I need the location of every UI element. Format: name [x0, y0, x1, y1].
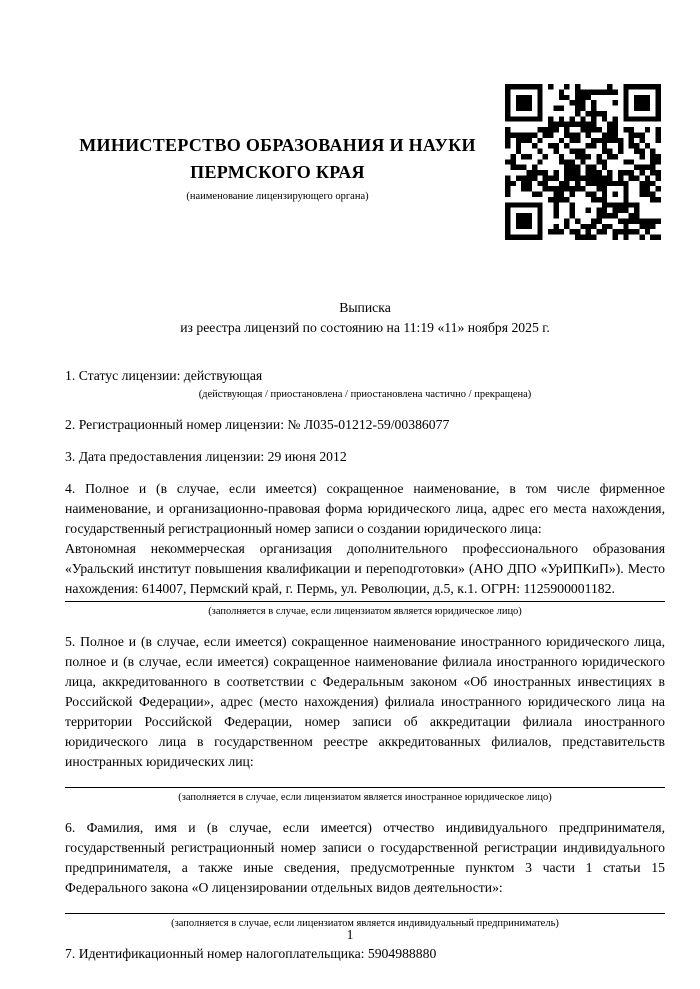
section-4-legal-entity: [65, 479, 665, 620]
page-number: 1: [346, 927, 354, 942]
entrepreneur-caption: (заполняется в случае, если лицензиатом является индивидуальный предприниматель): [171, 918, 559, 929]
qr-code-image: [505, 84, 661, 240]
document-title-block: [65, 298, 665, 338]
ministry-name-line1: МИНИСТЕРСТВО ОБРАЗОВАНИЯ И НАУКИ: [79, 135, 476, 155]
foreign-entity-caption: (заполняется в случае, если лицензиатом является иностранное юридическое лицо): [178, 792, 552, 803]
section-3-license-date: [65, 447, 665, 467]
ministry-name-line2: ПЕРМСКОГО КРАЯ: [190, 162, 365, 182]
section-6-individual-entrepreneur: [65, 818, 665, 932]
section-2-registration-number: [65, 415, 665, 435]
foreign-entity-intro: 5. Полное и (в случае, если имеется) сокращенное наименование иностранного юридического лица, полное и (в случае, если имеется) сокращенное наименование филиала иностранного юридического лица, аккредитованного в соответствии с Федеральным законом «Об иностранных инвестициях в Российской Федерации», адрес (место нахождения) филиала иностранного юридического лица на территории Российской Федерации, номер записи об аккредитации филиала иностранного юридического лица в государственном реестре аккредитованных филиалов, представительств иностранных юридических лиц:: [65, 634, 665, 769]
foreign-entity-underline-rule: [65, 787, 665, 788]
ministry-caption: (наименование лицензирующего органа): [186, 191, 369, 202]
legal-entity-value: Автономная некоммерческая организация дополнительного профессионального образования «Уральский институт повышения квалификации и переподготовки» (АНО ДПО «УрИПКиП»). Место нахождения: 614007, Пермский край, г. Пермь, ул. Революции, д.5, к.1. ОГРН: 1125900001182.: [65, 541, 665, 596]
foreign-entity-empty-value: [65, 772, 665, 785]
registration-number-text: 2. Регистрационный номер лицензии: № Л035-01212-59/00386077: [65, 417, 450, 432]
legal-entity-underline-rule: [65, 601, 665, 602]
license-date-text: 3. Дата предоставления лицензии: 29 июня 2012: [65, 449, 347, 464]
document-title: Выписка: [339, 300, 391, 315]
section-5-foreign-entity: [65, 632, 665, 806]
entrepreneur-intro: 6. Фамилия, имя и (в случае, если имеется) отчество индивидуального предпринимателя, государственный регистрационный номер записи о государственной регистрации индивидуального предпринимателя, а также иные сведения, предусмотренные пунктом 3 части 1 статьи 15 Федерального закона «О лицензировании отдельных видов деятельности»:: [65, 820, 665, 895]
document-subtitle: из реестра лицензий по состоянию на 11:19 «11» ноября 2025 г.: [180, 320, 550, 335]
taxpayer-number-text: 7. Идентификационный номер налогоплательщика: 5904988880: [65, 946, 437, 961]
legal-entity-intro: 4. Полное и (в случае, если имеется) сокращенное наименование, в том числе фирменное наименование, и организационно-правовая форма юридического лица, адрес его места нахождения, государственный регистрационный номер записи о создании юридического лица:: [65, 481, 665, 536]
document-body: [65, 298, 665, 964]
section-7-taxpayer-number: [65, 944, 665, 964]
section-1-license-status: [65, 366, 665, 403]
license-status-options-caption: (действующая / приостановлена / приостановлена частично / прекращена): [198, 389, 532, 400]
license-status-text: 1. Статус лицензии: действующая: [65, 368, 263, 383]
entrepreneur-underline-rule: [65, 913, 665, 914]
licensing-authority-header: [65, 132, 490, 204]
legal-entity-caption: (заполняется в случае, если лицензиатом является юридическое лицо): [208, 606, 522, 617]
